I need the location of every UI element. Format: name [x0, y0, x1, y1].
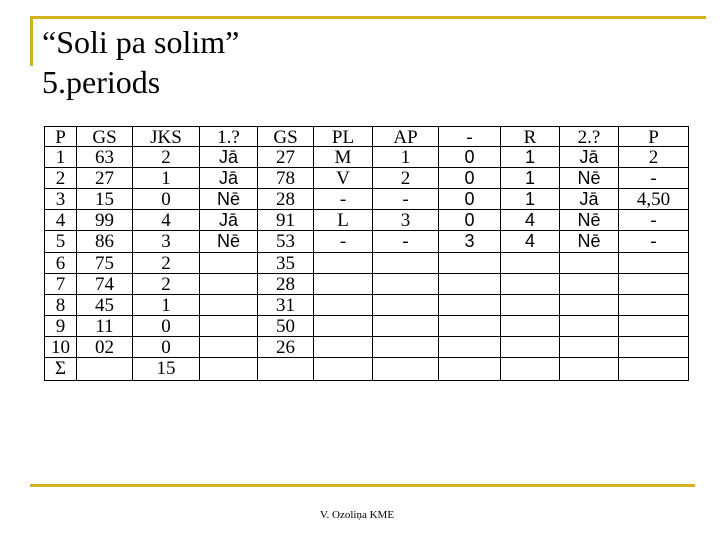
- table-cell: [314, 295, 373, 316]
- table-cell: [373, 274, 439, 295]
- table-cell: -: [373, 231, 439, 252]
- table-cell: 27: [258, 147, 314, 168]
- table-header-cell: P: [619, 126, 689, 147]
- table-cell: 8: [44, 295, 77, 316]
- table-cell: [560, 337, 619, 358]
- table-cell: [314, 337, 373, 358]
- table-cell: [200, 253, 258, 274]
- table-header-cell: P: [44, 126, 77, 147]
- table-cell: [560, 358, 619, 381]
- table-cell: 3: [373, 210, 439, 231]
- table-cell: [314, 358, 373, 381]
- table-cell: [619, 337, 689, 358]
- table-cell: 86: [77, 231, 133, 252]
- table-cell: 63: [77, 147, 133, 168]
- table-cell: 0: [439, 189, 501, 210]
- table-cell: [439, 337, 501, 358]
- table-cell: [501, 295, 560, 316]
- table-cell: Nē: [200, 231, 258, 252]
- table-cell: 4,50: [619, 189, 689, 210]
- table-cell: 28: [258, 274, 314, 295]
- table-cell: [501, 337, 560, 358]
- table-cell: [501, 274, 560, 295]
- table-header-cell: PL: [314, 126, 373, 147]
- table-cell: [77, 358, 133, 381]
- table-header-cell: -: [439, 126, 501, 147]
- table-cell: 2: [133, 253, 200, 274]
- table-cell: Nē: [560, 168, 619, 189]
- footer-accent-line: [30, 484, 695, 487]
- table-header-cell: GS: [77, 126, 133, 147]
- table-cell: 45: [77, 295, 133, 316]
- results-table: [44, 126, 689, 381]
- table-cell: -: [619, 231, 689, 252]
- table-cell: 99: [77, 210, 133, 231]
- table-cell: 2: [373, 168, 439, 189]
- table-cell: -: [619, 168, 689, 189]
- table-cell: [373, 358, 439, 381]
- table-header-cell: R: [501, 126, 560, 147]
- table-cell: [439, 253, 501, 274]
- table-cell: [200, 316, 258, 337]
- table-cell: 27: [77, 168, 133, 189]
- table-cell: 6: [44, 253, 77, 274]
- table-cell: 2: [133, 147, 200, 168]
- table-cell: Nē: [560, 231, 619, 252]
- table-cell: [560, 253, 619, 274]
- table-cell: L: [314, 210, 373, 231]
- table-cell: [373, 316, 439, 337]
- table-cell: [200, 295, 258, 316]
- table-cell: 5: [44, 231, 77, 252]
- table-cell: [560, 295, 619, 316]
- table-cell: [258, 358, 314, 381]
- table-cell: 4: [44, 210, 77, 231]
- table-header-cell: JKS: [133, 126, 200, 147]
- table-cell: -: [619, 210, 689, 231]
- table-cell: Nē: [560, 210, 619, 231]
- table-cell: 1: [133, 168, 200, 189]
- table-cell: 0: [439, 168, 501, 189]
- table-cell: Nē: [200, 189, 258, 210]
- table-cell: 3: [44, 189, 77, 210]
- table-cell: [619, 295, 689, 316]
- table-cell: 28: [258, 189, 314, 210]
- table-cell: -: [314, 189, 373, 210]
- table-cell: 91: [258, 210, 314, 231]
- table-cell: [373, 253, 439, 274]
- table-cell: [314, 253, 373, 274]
- table-cell: [560, 316, 619, 337]
- table-cell: 3: [439, 231, 501, 252]
- table-cell: [501, 316, 560, 337]
- table-cell: 4: [133, 210, 200, 231]
- table-cell: 35: [258, 253, 314, 274]
- table-cell: [373, 295, 439, 316]
- table-cell: [619, 274, 689, 295]
- table-cell: [439, 295, 501, 316]
- footer-author: V. Ozoliņa KME: [320, 509, 395, 521]
- table-cell: 2: [619, 147, 689, 168]
- table-cell: Jā: [560, 189, 619, 210]
- table-header-cell: 2.?: [560, 126, 619, 147]
- table-cell: 1: [133, 295, 200, 316]
- table-cell: [560, 274, 619, 295]
- title-accent-bar: [30, 16, 33, 66]
- table-cell: Jā: [200, 210, 258, 231]
- table-header-cell: AP: [373, 126, 439, 147]
- table-cell: 1: [501, 168, 560, 189]
- table-cell: [619, 316, 689, 337]
- table-cell: 7: [44, 274, 77, 295]
- table-cell: Jā: [560, 147, 619, 168]
- table-cell: -: [314, 231, 373, 252]
- table-cell: 31: [258, 295, 314, 316]
- table-cell: [439, 316, 501, 337]
- table-cell: [200, 274, 258, 295]
- table-cell: 0: [133, 337, 200, 358]
- table-cell: 50: [258, 316, 314, 337]
- table-cell: Σ: [44, 358, 77, 381]
- table-cell: 78: [258, 168, 314, 189]
- table-cell: 15: [133, 358, 200, 381]
- table-cell: 0: [133, 189, 200, 210]
- table-cell: 11: [77, 316, 133, 337]
- table-cell: 2: [133, 274, 200, 295]
- slide-title: “Soli pa solim” 5.periods: [42, 24, 240, 100]
- table-cell: [619, 253, 689, 274]
- table-cell: [501, 358, 560, 381]
- table-cell: 0: [133, 316, 200, 337]
- table-cell: 75: [77, 253, 133, 274]
- table-cell: 15: [77, 189, 133, 210]
- table-cell: [439, 274, 501, 295]
- title-accent-line: [30, 16, 706, 19]
- table-cell: 4: [501, 231, 560, 252]
- table-cell: -: [373, 189, 439, 210]
- table-cell: [439, 358, 501, 381]
- table-cell: [314, 316, 373, 337]
- table-cell: 74: [77, 274, 133, 295]
- table-cell: 1: [501, 147, 560, 168]
- table-cell: 3: [133, 231, 200, 252]
- table-cell: 1: [44, 147, 77, 168]
- table-cell: 4: [501, 210, 560, 231]
- table-cell: 02: [77, 337, 133, 358]
- table-cell: [314, 274, 373, 295]
- table-header-cell: 1.?: [200, 126, 258, 147]
- table-cell: [373, 337, 439, 358]
- table-cell: 2: [44, 168, 77, 189]
- table-cell: Jā: [200, 147, 258, 168]
- table-cell: M: [314, 147, 373, 168]
- table-cell: [200, 337, 258, 358]
- table-cell: 26: [258, 337, 314, 358]
- table-cell: [501, 253, 560, 274]
- table-cell: 0: [439, 210, 501, 231]
- table-cell: [200, 358, 258, 381]
- table-cell: 10: [44, 337, 77, 358]
- table-header-cell: GS: [258, 126, 314, 147]
- table-cell: 9: [44, 316, 77, 337]
- table-cell: 1: [373, 147, 439, 168]
- table-cell: Jā: [200, 168, 258, 189]
- table-cell: 0: [439, 147, 501, 168]
- table-cell: 1: [501, 189, 560, 210]
- table-cell: 53: [258, 231, 314, 252]
- table-cell: V: [314, 168, 373, 189]
- table-cell: [619, 358, 689, 381]
